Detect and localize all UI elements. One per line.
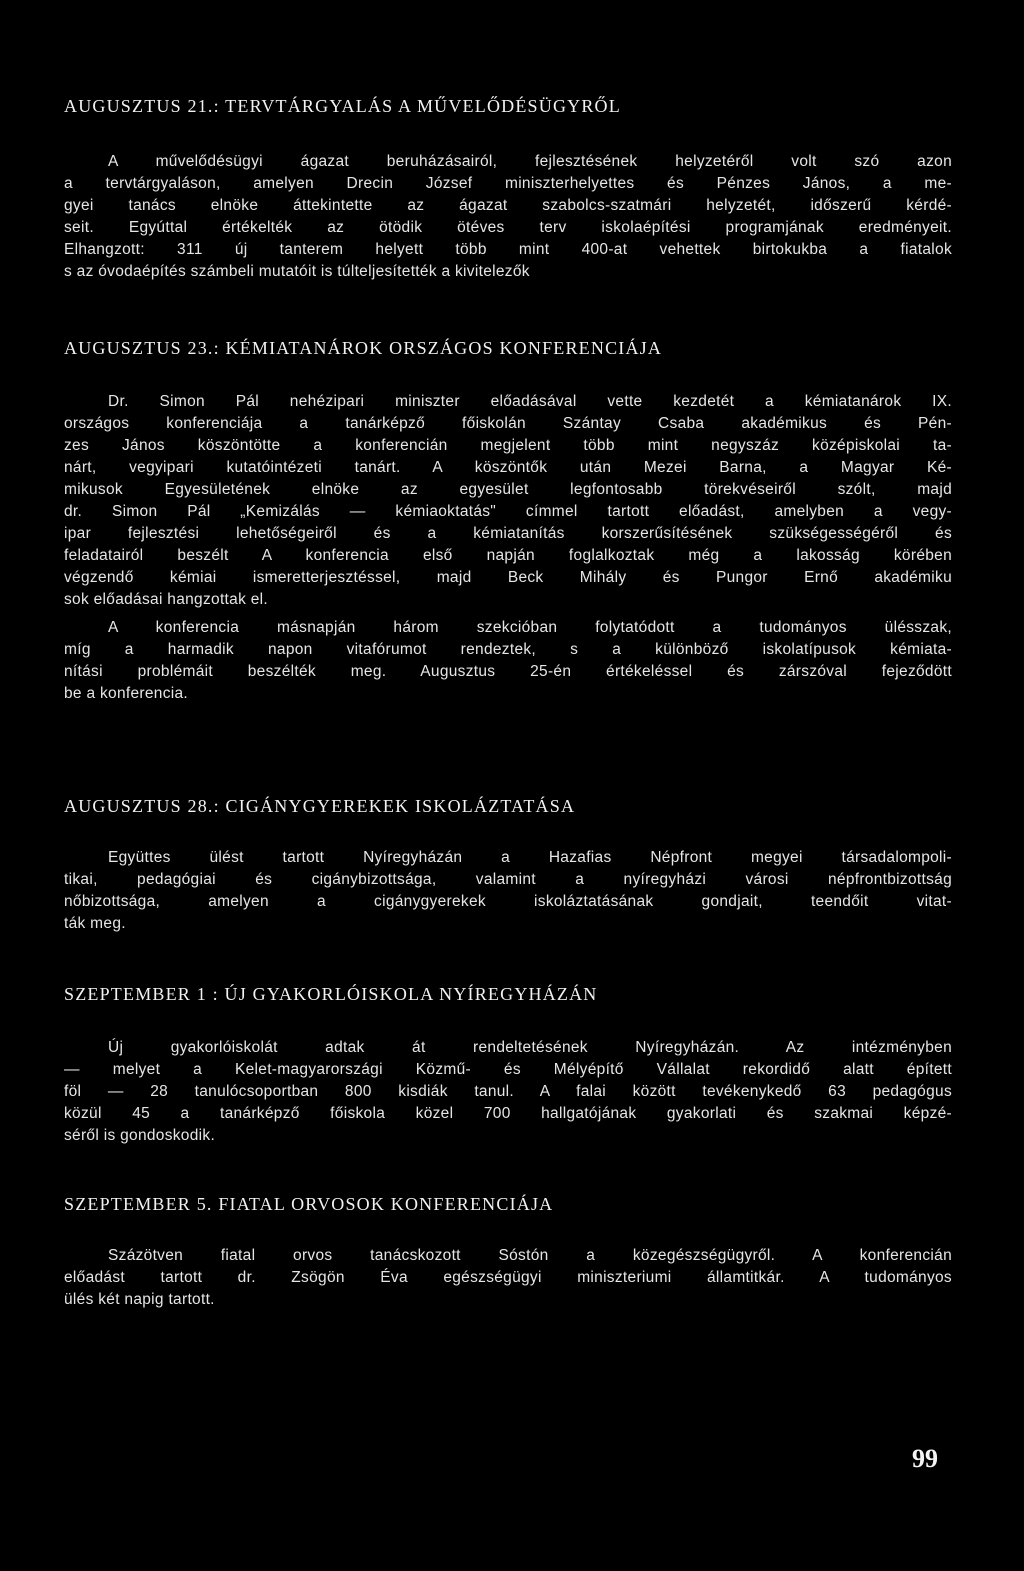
text-line: gyei tanács elnöke áttekintette az ágazat szabolcs-szatmári helyzetét, időszerű kérdé- [64,197,952,214]
paragraph [64,1245,952,1311]
section-heading: AUGUSZTUS 28.: CIGÁNYGYEREKEK ISKOLÁZTATÁSA [64,796,576,816]
text-line: zes János köszöntötte a konferencián megjelent több mint negyszáz középiskolai ta- [64,437,952,454]
text-line: tikai, pedagógiai és cigánybizottsága, valamint a nyíregyházi városi népfrontbizottság [64,871,952,888]
section-gyakorloiskola [64,984,952,1147]
paragraph [64,1037,952,1147]
text-line: míg a harmadik napon vitafórumot rendeztek, s a különböző iskolatípusok kémiata- [64,641,952,658]
paragraph [64,391,952,611]
section-heading: AUGUSZTUS 23.: KÉMIATANÁROK ORSZÁGOS KONFERENCIÁJA [64,338,663,358]
text-line: Új gyakorlóiskolát adtak át rendeltetésének Nyíregyházán. Az intézményben [108,1039,952,1056]
text-line: nítási problémáit beszélték meg. Augusztus 25-én értékeléssel és zárszóval fejeződött [64,663,952,680]
text-line: nárt, vegyipari kutatóintézeti tanárt. A köszöntők után Mezei Barna, a Magyar Ké- [64,459,952,476]
text-line: Dr. Simon Pál nehézipari miniszter előadásával vette kezdetét a kémiatanárok IX. [108,393,952,410]
text-line: dr. Simon Pál „Kemizálás — kémiaoktatás" címmel tartott előadást, amelyben a vegy- [64,503,952,520]
text-line: a tervtárgyaláson, amelyen Drecin József miniszterhelyettes és Pénzes János, a me- [64,175,952,192]
text-line: nőbizottsága, amelyen a cigánygyerekek iskoláztatásának gondjait, teendőit vitat- [64,893,952,910]
text-line: seit. Egyúttal értékelték az ötödik ötéves terv iskolaépítési programjának eredményeit. [64,219,952,236]
text-line: Elhangzott: 311 új tanterem helyett több mint 400-at vehettek birtokukba a fiatalok [64,241,952,258]
text-line: előadást tartott dr. Zsögön Éva egészségügyi miniszteriumi államtitkár. A tudományos [64,1269,952,1286]
text-line: Százötven fiatal orvos tanácskozott Sóstón a közegészségügyről. A konferencián [108,1247,952,1264]
paragraph [64,617,952,705]
section-tervtargyalas [64,96,952,283]
section-heading: SZEPTEMBER 1 : ÚJ GYAKORLÓISKOLA NYÍREGYHÁZÁN [64,984,598,1004]
section-fiatal-orvosok [64,1194,952,1311]
paragraph [64,847,952,935]
text-line: Együttes ülést tartott Nyíregyházán a Hazafias Népfront megyei társadalompoli- [108,849,952,866]
text-line: ipar fejlesztési lehetőségeiről és a kémiatanítás korszerűsítésének szükségességéről és [64,525,952,542]
section-heading: SZEPTEMBER 5. FIATAL ORVOSOK KONFERENCIÁJA [64,1194,554,1214]
text-line: ülés két napig tartott. [64,1291,215,1308]
text-line: A művelődésügyi ágazat beruházásairól, fejlesztésének helyzetéről volt szó azon [108,153,952,170]
text-line: A konferencia másnapján három szekcióban folytatódott a tudományos ülésszak, [108,619,952,636]
text-line: ták meg. [64,915,126,932]
text-line: végzendő kémiai ismeretterjesztéssel, majd Beck Mihály és Pungor Ernő akadémiku [64,569,952,586]
text-line: be a konferencia. [64,685,189,702]
section-kemiatanarok [64,338,952,705]
section-heading: AUGUSZTUS 21.: TERVTÁRGYALÁS A MŰVELŐDÉSÜGYRŐL [64,96,621,116]
text-line: s az óvodaépítés számbeli mutatóit is túlteljesítették a kivitelezők [64,263,530,280]
text-line: séről is gondoskodik. [64,1127,216,1144]
text-line: sok előadásai hangzottak el. [64,591,269,608]
text-line: mikusok Egyesületének elnöke az egyesület legfontosabb törekvéseiről szólt, majd [64,481,952,498]
paragraph [64,151,952,283]
text-line: közül 45 a tanárképző főiskola közel 700 hallgatójának gyakorlati és szakmai képzé- [64,1105,952,1122]
text-line: föl — 28 tanulócsoportban 800 kisdiák tanul. A falai között tevékenykedő 63 pedagógus [64,1083,952,1100]
page-number: 99 [912,1444,938,1473]
text-line: — melyet a Kelet-magyarországi Közmű- és Mélyépítő Vállalat rekordidő alatt épített [64,1061,952,1078]
text-line: országos konferenciája a tanárképző főiskolán Szántay Csaba akadémikus és Pén- [64,415,952,432]
section-ciganygyerekek [64,796,952,935]
text-line: feladatairól beszélt A konferencia első napján foglalkoztak még a lakosság körében [64,547,952,564]
